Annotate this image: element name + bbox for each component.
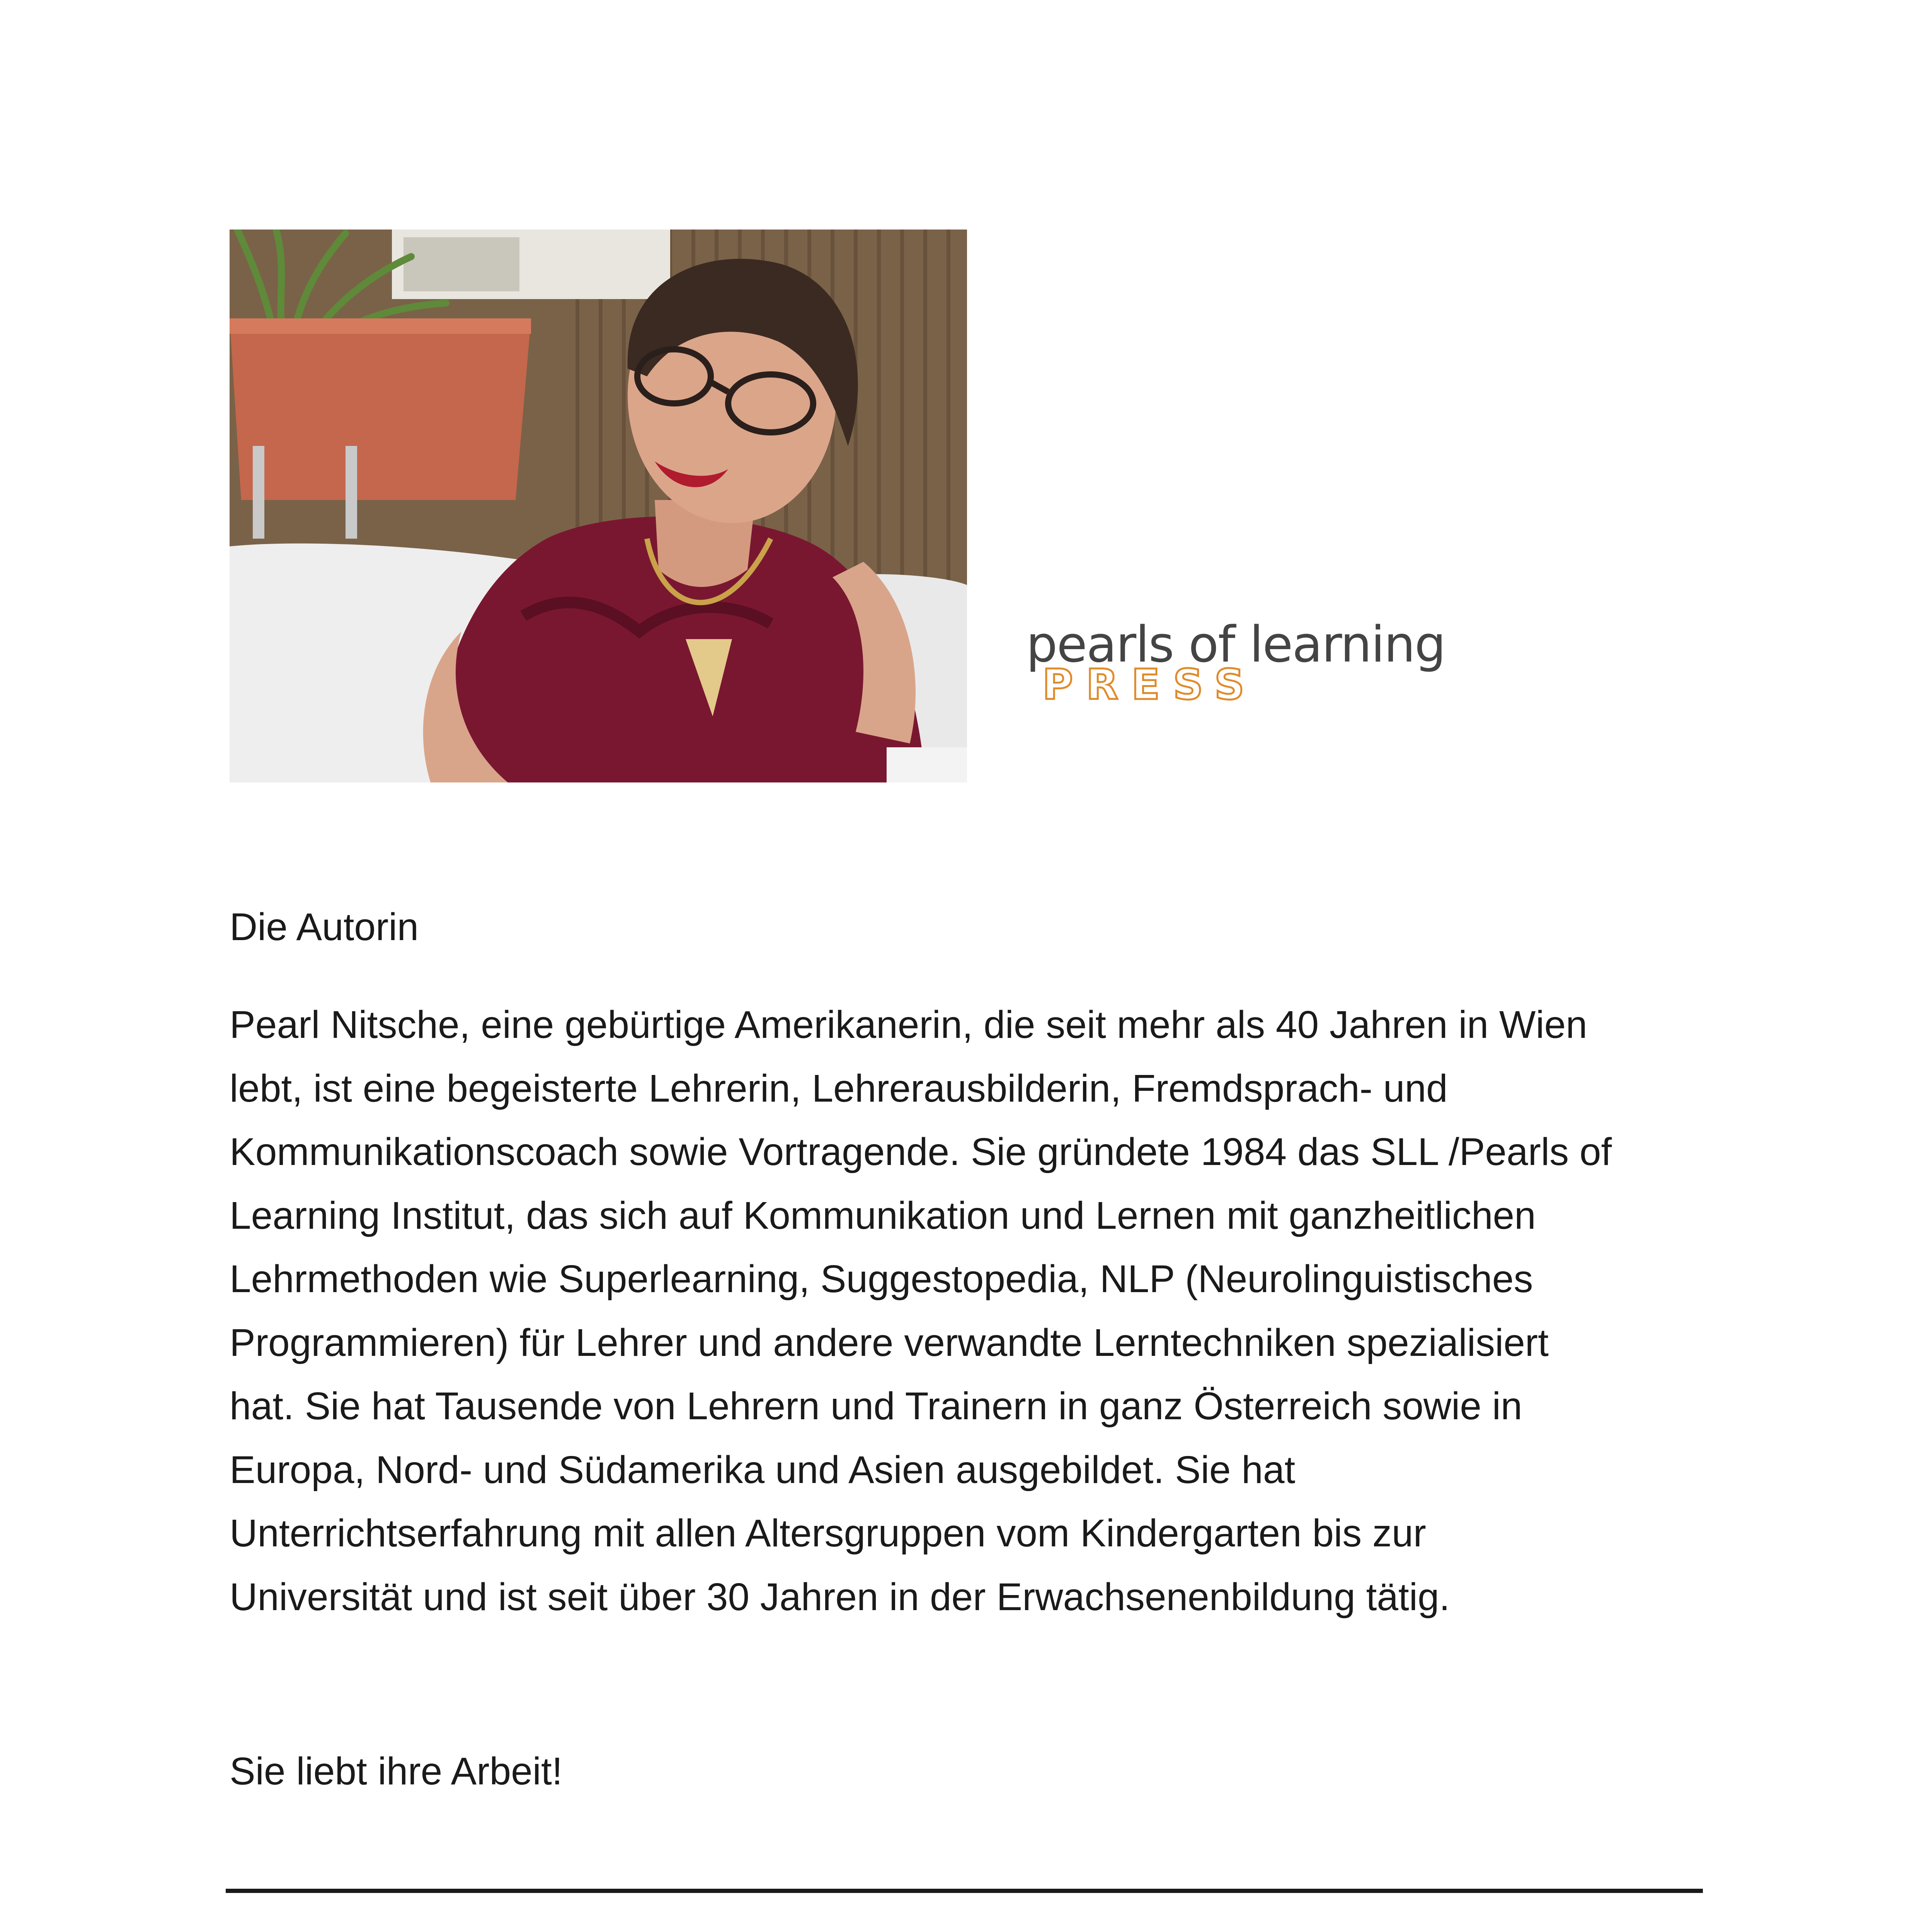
section-heading: Die Autorin bbox=[230, 905, 419, 949]
bio-line: Learning Institut, das sich auf Kommunikation und Lernen mit ganzheitlichen bbox=[230, 1194, 1536, 1237]
bio-line: Universität und ist seit über 30 Jahren in der Erwachsenenbildung tätig. bbox=[230, 1575, 1450, 1619]
publisher-logo bbox=[1026, 616, 1445, 713]
bio-paragraph bbox=[230, 993, 1714, 1629]
closing-statement: Sie liebt ihre Arbeit! bbox=[230, 1750, 563, 1793]
logo-wordmark: pearls of learning bbox=[1026, 616, 1445, 673]
bio-line: Kommunikationscoach sowie Vortragende. Sie gründete 1984 das SLL /Pearls of bbox=[230, 1130, 1612, 1173]
bio-line: lebt, ist eine begeisterte Lehrerin, Lehrerausbilderin, Fremdsprach- und bbox=[230, 1066, 1448, 1110]
bio-line: hat. Sie hat Tausende von Lehrern und Trainern in ganz Österreich sowie in bbox=[230, 1384, 1522, 1428]
bio-line: Pearl Nitsche, eine gebürtige Amerikanerin, die seit mehr als 40 Jahren in Wien bbox=[230, 1003, 1587, 1046]
logo-press: PRESS bbox=[1042, 661, 1258, 709]
bio-line: Unterrichtserfahrung mit allen Altersgruppen vom Kindergarten bis zur bbox=[230, 1512, 1426, 1555]
bio-line: Europa, Nord- und Südamerika und Asien ausgebildet. Sie hat bbox=[230, 1448, 1296, 1492]
bio-line: Programmieren) für Lehrer und andere verwandte Lerntechniken spezialisiert bbox=[230, 1321, 1549, 1364]
author-photo bbox=[230, 230, 967, 782]
bio-line: Lehrmethoden wie Superlearning, Suggestopedia, NLP (Neurolinguistisches bbox=[230, 1257, 1533, 1301]
divider bbox=[226, 1889, 1703, 1893]
